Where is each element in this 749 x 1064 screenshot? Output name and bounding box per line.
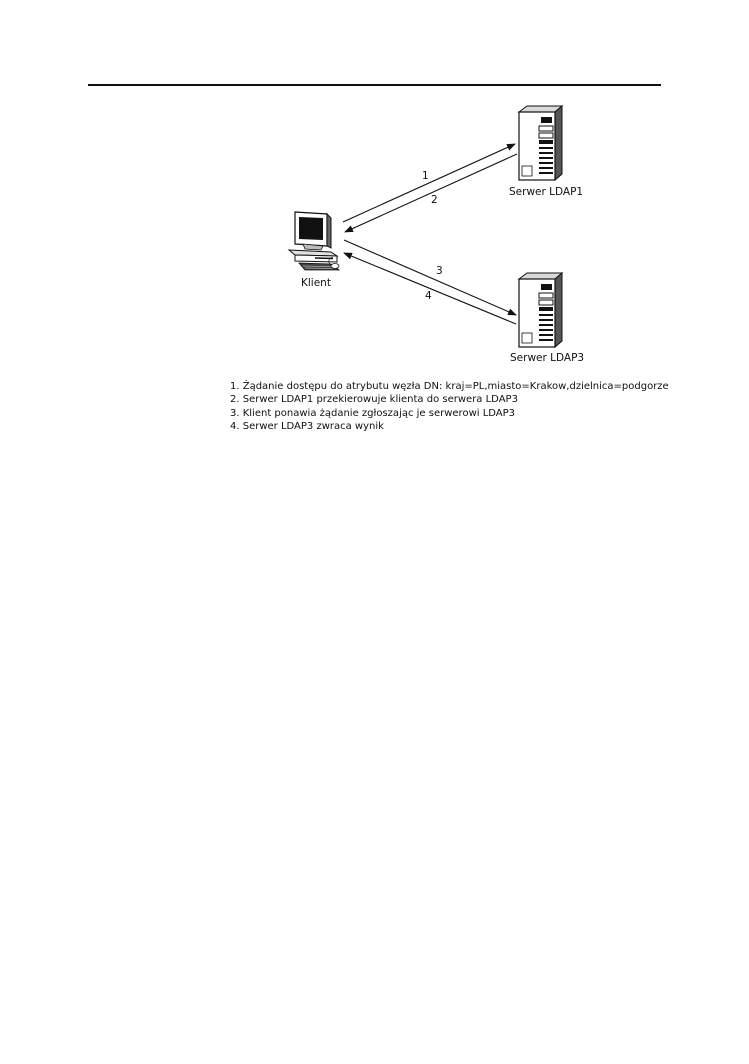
arrow-2 xyxy=(345,154,517,232)
arrow-1 xyxy=(343,144,515,222)
server-ldap3-label: Serwer LDAP3 xyxy=(510,352,585,364)
legend-item-4: 4. Serwer LDAP3 zwraca wynik xyxy=(230,421,384,433)
arrow-1-label: 1 xyxy=(422,170,429,182)
server-ldap3-icon xyxy=(519,273,562,347)
client-computer-icon xyxy=(289,212,339,270)
client-label: Klient xyxy=(301,277,331,289)
arrow-3 xyxy=(344,240,516,315)
legend-item-2: 2. Serwer LDAP1 przekierowuje klienta do serwera LDAP3 xyxy=(230,394,518,406)
arrow-4-label: 4 xyxy=(425,290,432,302)
arrow-3-label: 3 xyxy=(436,265,443,277)
legend xyxy=(230,380,669,434)
arrow-2-label: 2 xyxy=(431,194,438,206)
arrow-4 xyxy=(344,253,516,324)
server-ldap1-label: Serwer LDAP1 xyxy=(509,186,584,198)
legend-item-1: 1. Żądanie dostępu do atrybutu węzła DN: kraj=PL,miasto=Krakow,dzielnica=podgorze xyxy=(230,381,669,392)
legend-item-3: 3. Klient ponawia żądanie zgłoszając je serwerowi LDAP3 xyxy=(230,407,516,419)
server-ldap1-icon xyxy=(519,106,562,180)
